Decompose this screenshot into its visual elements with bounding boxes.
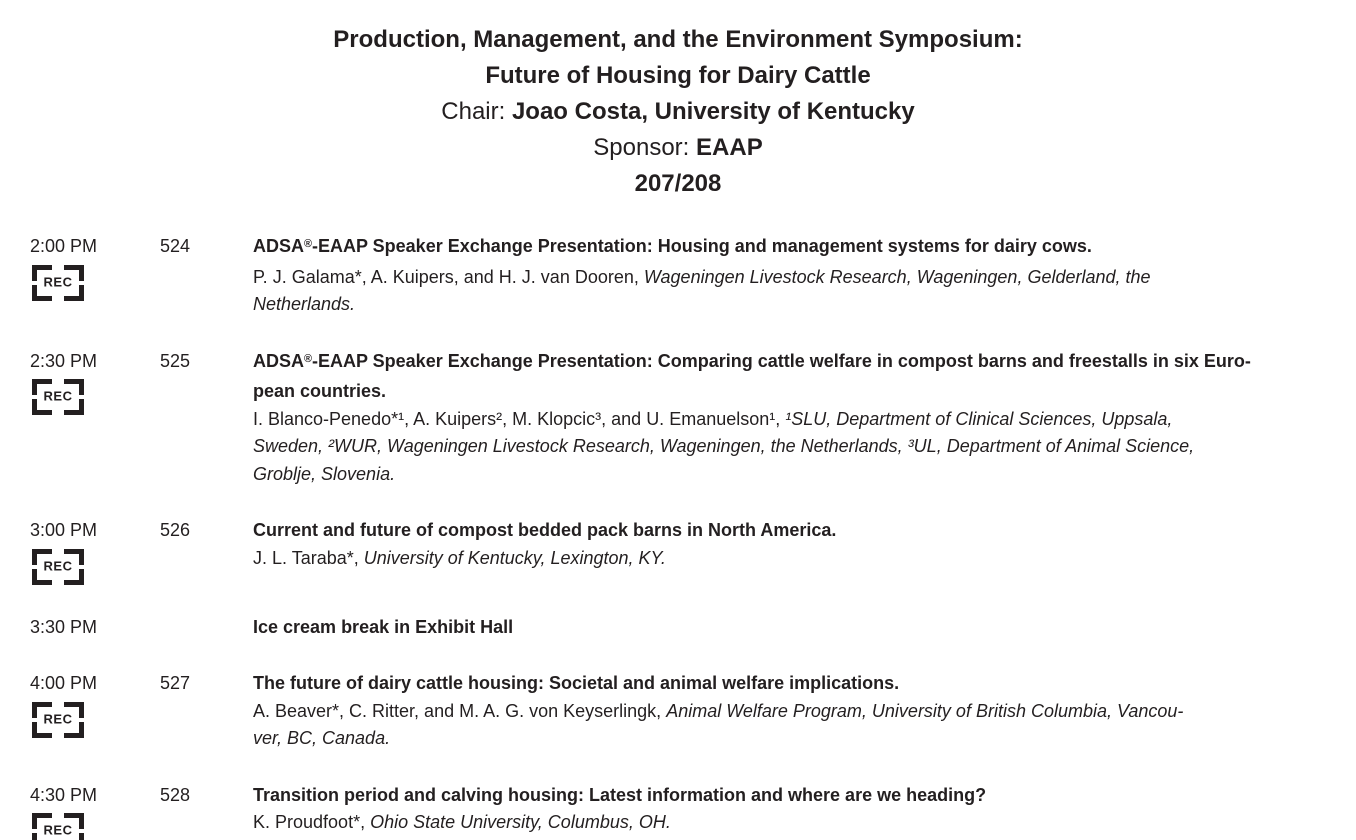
- superscript-text: ®: [304, 238, 312, 251]
- entry-number: 524: [160, 236, 191, 256]
- session-title-line1: Production, Management, and the Environment Symposium:: [333, 26, 1023, 53]
- entry-content: [253, 670, 1356, 753]
- entry-time: 3:00 PM: [30, 520, 98, 540]
- author-segment: I. Blanco-Penedo*¹, A. Kuipers², M. Klopcic³, and U. Emanuelson¹,: [253, 408, 786, 429]
- entry-text-line: [253, 233, 1356, 264]
- entry-text-line: [253, 517, 1356, 545]
- affiliation-segment: ¹SLU, Department of Clinical Sciences, Uppsala,: [785, 408, 1173, 429]
- entry-number: 525: [160, 350, 191, 371]
- entry-time: 3:30 PM: [30, 616, 98, 637]
- title-segment: Current and future of compost bedded pack barns in North America.: [253, 520, 837, 540]
- time-column: [30, 782, 160, 840]
- entry-text-line: [253, 614, 1356, 642]
- schedule-list: [0, 202, 1356, 840]
- rec-icon-label: REC: [43, 711, 73, 727]
- entry-text-line: [253, 670, 1356, 698]
- schedule-entry: [30, 348, 1356, 489]
- entry-text-line: [253, 782, 1356, 810]
- time-column: [30, 614, 160, 642]
- time-column: [30, 670, 160, 738]
- chair-name: Joao Costa, University of Kentucky: [511, 98, 915, 125]
- schedule-entry: [30, 517, 1356, 585]
- affiliation-segment: Animal Welfare Program, University of British Columbia, Vancou-: [666, 700, 1184, 721]
- entry-text-line: [253, 291, 1356, 319]
- entry-time: 4:30 PM: [30, 784, 98, 805]
- rec-icon: [32, 379, 84, 415]
- title-segment: Ice cream break in Exhibit Hall: [253, 616, 514, 637]
- entry-content: [253, 614, 1356, 642]
- rec-icon: [32, 813, 84, 840]
- session-header: [0, 0, 1356, 202]
- title-segment: pean countries.: [253, 381, 387, 401]
- entry-text-line: [253, 264, 1356, 292]
- entry-number: 526: [160, 520, 191, 540]
- rec-icon: [32, 702, 84, 738]
- affiliation-segment: Groblje, Slovenia.: [253, 463, 396, 484]
- chair-label: Chair:: [441, 98, 512, 125]
- entry-content: [253, 517, 1356, 572]
- rec-icon: [32, 265, 84, 301]
- rec-icon: [32, 549, 84, 585]
- superscript-text: ®: [304, 352, 312, 365]
- affiliation-segment: Ohio State University, Columbus, OH.: [370, 812, 671, 832]
- schedule-entry: [30, 233, 1356, 319]
- title-segment: Transition period and calving housing: Latest information and where are we heading?: [253, 784, 987, 805]
- session-chair-line: [0, 94, 1356, 130]
- entry-text-line: [253, 348, 1356, 379]
- entry-text-line: [253, 725, 1356, 753]
- session-room: 207/208: [634, 170, 722, 197]
- entry-content: [253, 782, 1356, 837]
- time-column: [30, 517, 160, 585]
- sponsor-name: EAAP: [696, 134, 763, 161]
- affiliation-segment: Sweden, ²WUR, Wageningen Livestock Research, Wageningen, the Netherlands, ³UL, Department of Animal Science,: [253, 436, 1195, 456]
- affiliation-segment: Netherlands.: [253, 294, 356, 314]
- entry-content: [253, 233, 1356, 319]
- entry-content: [253, 348, 1356, 489]
- affiliation-segment: University of Kentucky, Lexington, KY.: [363, 547, 666, 568]
- session-title-line2: Future of Housing for Dairy Cattle: [485, 62, 871, 89]
- entry-text-line: [253, 378, 1356, 406]
- entry-number: 527: [160, 673, 191, 693]
- entry-number: 528: [160, 784, 191, 805]
- sponsor-label: Sponsor:: [593, 134, 697, 161]
- rec-icon-label: REC: [43, 388, 73, 404]
- session-sponsor-line: [0, 130, 1356, 166]
- entry-time: 4:00 PM: [30, 673, 98, 693]
- entry-text-line: [253, 433, 1356, 461]
- entry-text-line: [253, 461, 1356, 489]
- schedule-entry: [30, 782, 1356, 840]
- entry-text-line: [253, 809, 1356, 837]
- entry-time: 2:30 PM: [30, 350, 98, 371]
- author-segment: A. Beaver*, C. Ritter, and M. A. G. von Keyserlingk,: [253, 700, 667, 721]
- author-segment: P. J. Galama*, A. Kuipers, and H. J. van Dooren,: [253, 266, 644, 287]
- title-segment: -EAAP Speaker Exchange Presentation: Comparing cattle welfare in compost barns and freestalls in six Euro-: [311, 350, 1251, 371]
- author-segment: K. Proudfoot*,: [253, 812, 371, 832]
- title-segment: ADSA: [253, 350, 305, 371]
- entry-time: 2:00 PM: [30, 236, 98, 256]
- title-segment: ADSA: [253, 236, 305, 256]
- entry-text-line: [253, 698, 1356, 726]
- rec-icon-label: REC: [43, 558, 73, 574]
- time-column: [30, 348, 160, 416]
- rec-icon-label: REC: [43, 822, 73, 838]
- entry-text-line: [253, 406, 1356, 434]
- schedule-entry: [30, 670, 1356, 753]
- entry-text-line: [253, 545, 1356, 573]
- time-column: [30, 233, 160, 301]
- affiliation-segment: ver, BC, Canada.: [253, 728, 391, 748]
- affiliation-segment: Wageningen Livestock Research, Wageningen, Gelderland, the: [643, 266, 1151, 287]
- author-segment: J. L. Taraba*,: [253, 547, 364, 568]
- title-segment: The future of dairy cattle housing: Societal and animal welfare implications.: [253, 673, 900, 693]
- title-segment: -EAAP Speaker Exchange Presentation: Housing and management systems for dairy cows.: [311, 236, 1092, 256]
- schedule-entry: [30, 614, 1356, 642]
- rec-icon-label: REC: [43, 274, 73, 290]
